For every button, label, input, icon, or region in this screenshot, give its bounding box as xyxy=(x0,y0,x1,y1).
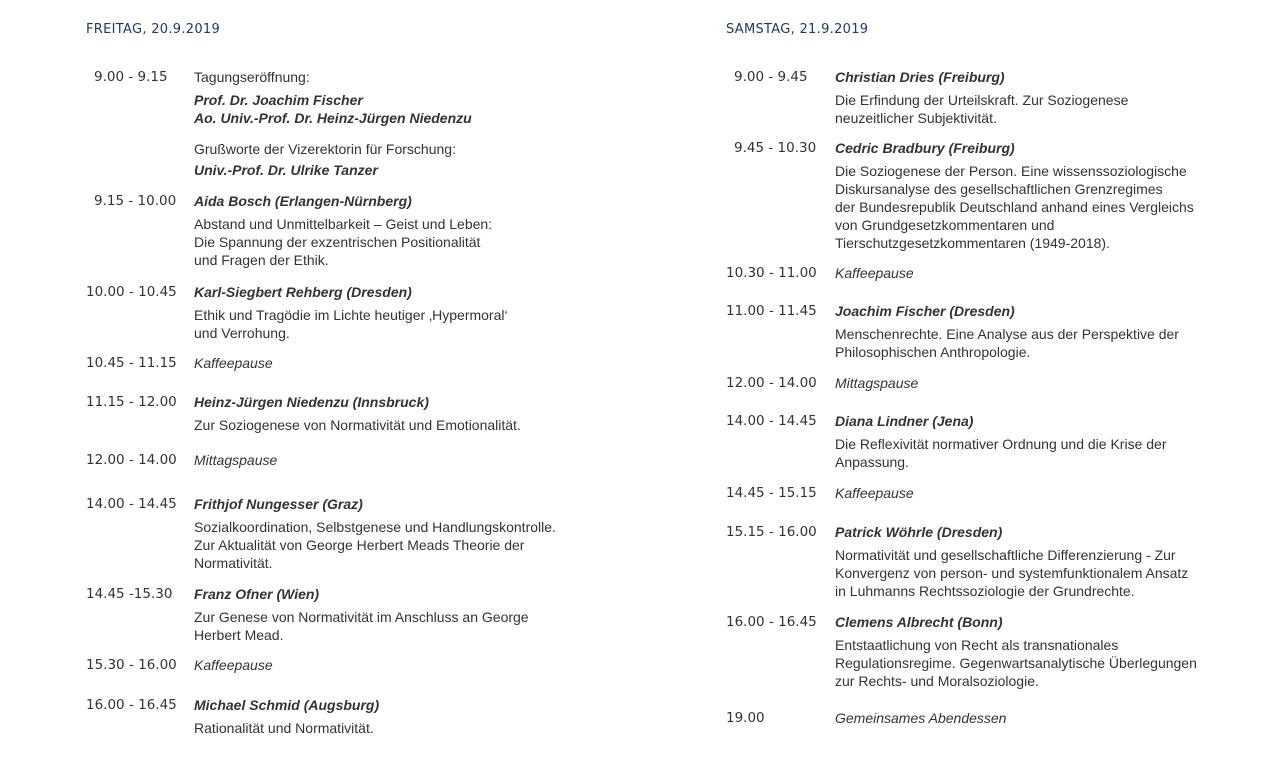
time-slot: 16.00 - 16.45 xyxy=(726,614,817,630)
time-slot: 14.45 - 15.15 xyxy=(726,485,817,501)
talk-title-line: Normativität und gesellschaftliche Differenzierung - Zur xyxy=(835,547,1176,563)
speaker-name: Franz Ofner (Wien) xyxy=(194,586,320,602)
talk-title-line: Zur Aktualität von George Herbert Meads Theorie der xyxy=(194,537,525,553)
time-slot: 14.45 -15.30 xyxy=(86,586,173,602)
talk-title-line: Entstaatlichung von Recht als transnationales xyxy=(835,637,1119,653)
break-label: Mittagspause xyxy=(194,452,278,468)
time-slot: 9.00 - 9.45 xyxy=(734,69,808,85)
talk-title-line: Ethik und Tragödie im Lichte heutiger ‚Hypermoral‘ xyxy=(194,307,508,323)
talk-title-line: Diskursanalyse des gesellschaftlichen Grenzregimes xyxy=(835,181,1163,197)
speaker-name: Christian Dries (Freiburg) xyxy=(835,69,1005,85)
talk-title-line: Die Soziogenese der Person. Eine wissenssoziologische xyxy=(835,163,1187,179)
time-slot: 10.30 - 11.00 xyxy=(726,265,817,281)
talk-title-line: Zur Soziogenese von Normativität und Emotionalität. xyxy=(194,417,521,433)
talk-title-line: in Luhmanns Rechtssoziologie der Grundrechte. xyxy=(835,583,1135,599)
time-slot: 11.15 - 12.00 xyxy=(86,394,177,410)
talk-title-line: Die Reflexivität normativer Ordnung und die Krise der xyxy=(835,436,1167,452)
time-slot: 9.15 - 10.00 xyxy=(94,193,177,209)
speaker-name: Prof. Dr. Joachim Fischer xyxy=(194,92,363,108)
speaker-name: Frithjof Nungesser (Graz) xyxy=(194,496,363,512)
break-label: Gemeinsames Abendessen xyxy=(835,710,1007,726)
entry-label: Tagungseröffnung: xyxy=(194,69,310,85)
talk-title-line: Rationalität und Normativität. xyxy=(194,720,374,736)
talk-title-line: zur Rechts- und Moralsoziologie. xyxy=(835,673,1039,689)
break-label: Mittagspause xyxy=(835,375,919,391)
talk-title-line: Sozialkoordination, Selbstgenese und Handlungskontrolle. xyxy=(194,519,556,535)
break-label: Kaffeepause xyxy=(835,485,914,501)
day-heading-saturday: SAMSTAG, 21.9.2019 xyxy=(726,22,869,37)
talk-title-line: Normativität. xyxy=(194,555,273,571)
time-slot: 9.00 - 9.15 xyxy=(94,69,168,85)
talk-title-line: Herbert Mead. xyxy=(194,627,284,643)
time-slot: 15.30 - 16.00 xyxy=(86,657,177,673)
talk-title-line: Regulationsregime. Gegenwartsanalytische Überlegungen xyxy=(835,655,1197,671)
talk-title-line: Konvergenz von person- und systemfunktionalem Ansatz xyxy=(835,565,1189,581)
speaker-name: Diana Lindner (Jena) xyxy=(835,413,974,429)
talk-title-line: der Bundesrepublik Deutschland anhand eines Vergleichs xyxy=(835,199,1194,215)
time-slot: 10.00 - 10.45 xyxy=(86,284,177,300)
talk-title-line: Abstand und Unmittelbarkeit – Geist und Leben: xyxy=(194,216,493,232)
talk-title-line: Philosophischen Anthropologie. xyxy=(835,344,1031,360)
speaker-name: Ao. Univ.-Prof. Dr. Heinz-Jürgen Niedenzu xyxy=(194,110,472,126)
time-slot: 19.00 xyxy=(726,710,765,726)
talk-title-line: Tierschutzgesetzkommentaren (1949-2018). xyxy=(835,235,1110,251)
time-slot: 10.45 - 11.15 xyxy=(86,355,177,371)
speaker-name: Clemens Albrecht (Bonn) xyxy=(835,614,1003,630)
time-slot: 11.00 - 11.45 xyxy=(726,303,817,319)
time-slot: 12.00 - 14.00 xyxy=(726,375,817,391)
time-slot: 14.00 - 14.45 xyxy=(726,413,817,429)
talk-title-line: von Grundgesetzkommentaren und xyxy=(835,217,1055,233)
speaker-name: Heinz-Jürgen Niedenzu (Innsbruck) xyxy=(194,394,429,410)
speaker-name: Cedric Bradbury (Freiburg) xyxy=(835,140,1015,156)
speaker-name: Aida Bosch (Erlangen-Nürnberg) xyxy=(194,193,412,209)
talk-title-line: neuzeitlicher Subjektivität. xyxy=(835,110,997,126)
time-slot: 14.00 - 14.45 xyxy=(86,496,177,512)
time-slot: 9.45 - 10.30 xyxy=(734,140,817,156)
talk-title-line: Anpassung. xyxy=(835,454,909,470)
speaker-name: Patrick Wöhrle (Dresden) xyxy=(835,524,1003,540)
speaker-name: Michael Schmid (Augsburg) xyxy=(194,697,380,713)
talk-title-line: und Verrohung. xyxy=(194,325,290,341)
time-slot: 16.00 - 16.45 xyxy=(86,697,177,713)
talk-title-line: Die Spannung der exzentrischen Positionalität xyxy=(194,234,481,250)
break-label: Kaffeepause xyxy=(194,355,273,371)
entry-label: Grußworte der Vizerektorin für Forschung: xyxy=(194,141,456,157)
day-heading-friday: FREITAG, 20.9.2019 xyxy=(86,22,221,37)
speaker-name: Univ.-Prof. Dr. Ulrike Tanzer xyxy=(194,162,378,178)
talk-title-line: und Fragen der Ethik. xyxy=(194,252,329,268)
break-label: Kaffeepause xyxy=(835,265,914,281)
time-slot: 15.15 - 16.00 xyxy=(726,524,817,540)
talk-title-line: Menschenrechte. Eine Analyse aus der Perspektive der xyxy=(835,326,1179,342)
break-label: Kaffeepause xyxy=(194,657,273,673)
speaker-name: Karl-Siegbert Rehberg (Dresden) xyxy=(194,284,412,300)
talk-title-line: Die Erfindung der Urteilskraft. Zur Soziogenese xyxy=(835,92,1129,108)
speaker-name: Joachim Fischer (Dresden) xyxy=(835,303,1015,319)
time-slot: 12.00 - 14.00 xyxy=(86,452,177,468)
talk-title-line: Zur Genese von Normativität im Anschluss an George xyxy=(194,609,529,625)
